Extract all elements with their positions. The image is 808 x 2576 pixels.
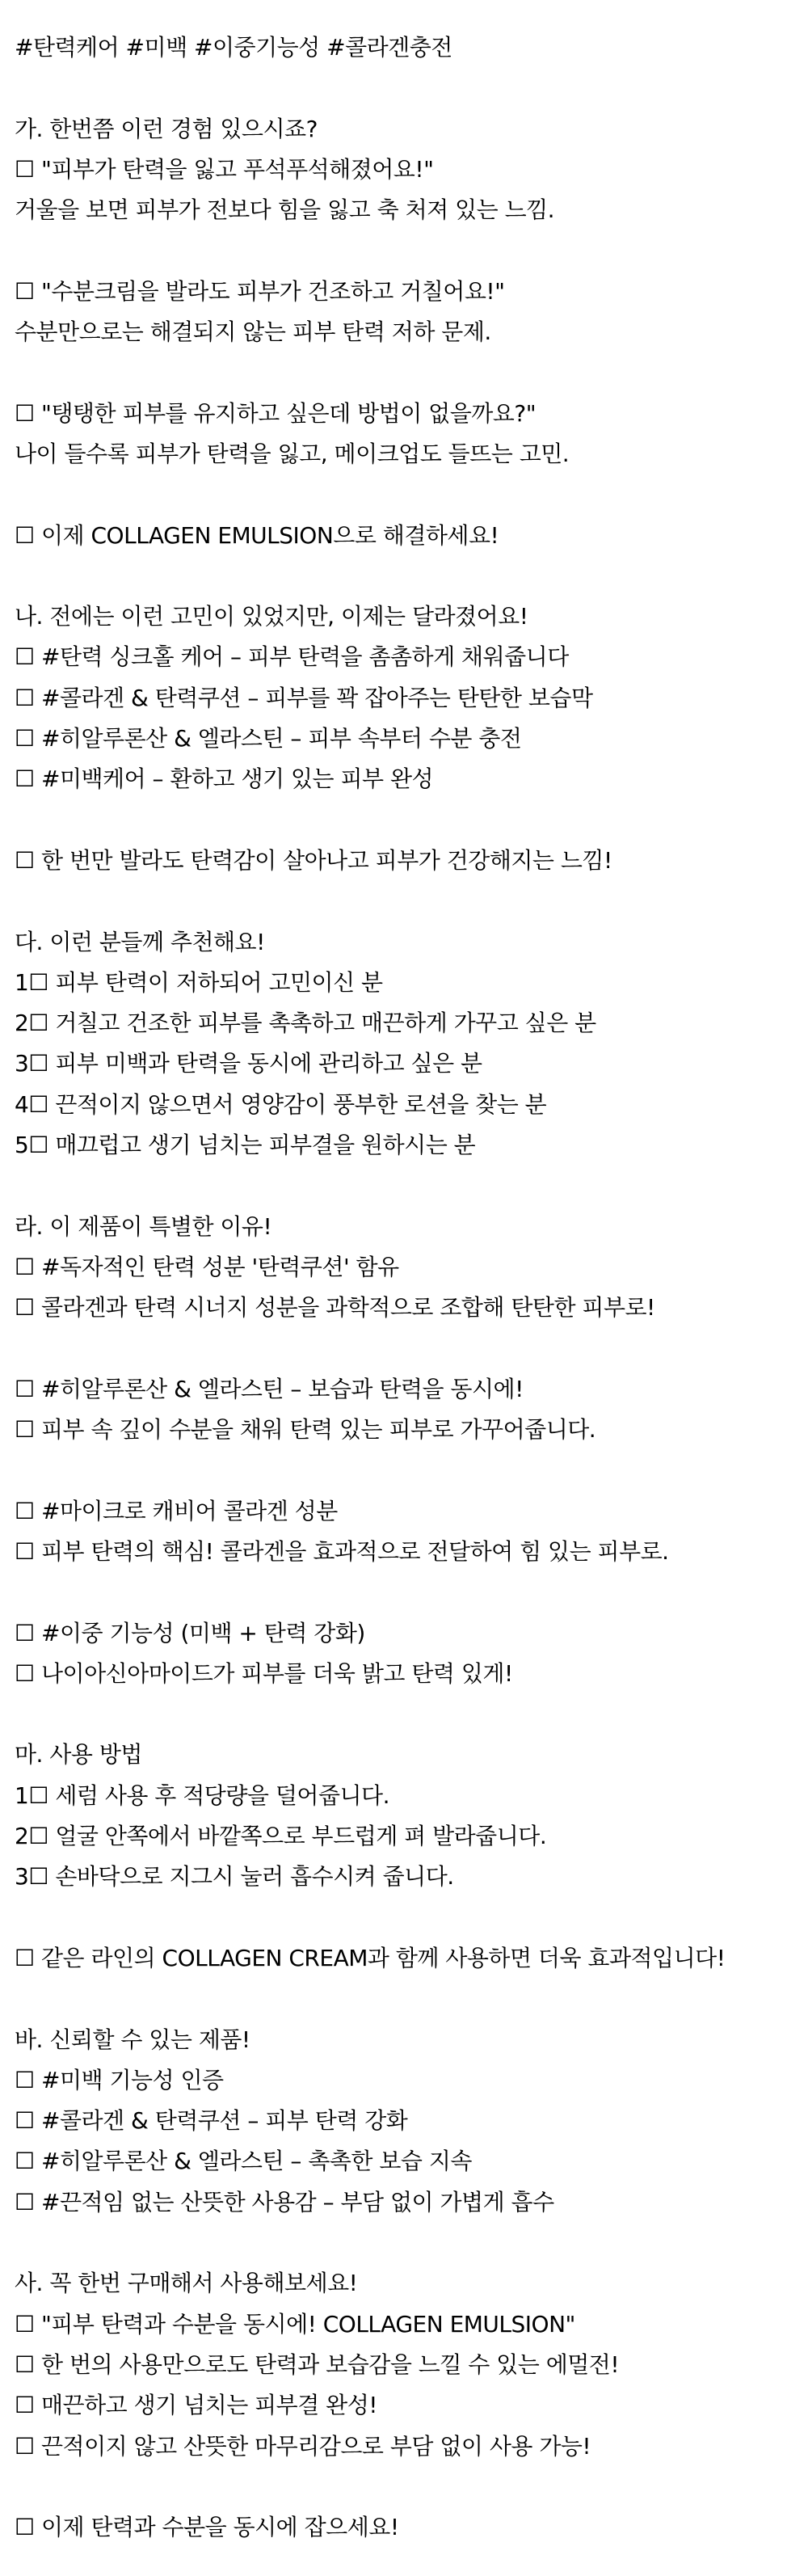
blank-line (15, 474, 808, 515)
text-line: ☐ #미백케어 – 환하고 생기 있는 피부 완성 (15, 765, 434, 793)
text-line: ☐ 이제 COLLAGEN EMULSION으로 해결하세요! (15, 521, 499, 549)
text-line: ☐ #콜라겐 & 탄력쿠션 – 피부 탄력 강화 (15, 2107, 408, 2135)
text-line: #탄력케어 #미백 #이중기능성 #콜라겐충전 (15, 34, 452, 61)
text-line: ☐ 콜라겐과 탄력 시너지 성분을 과학적으로 조합해 탄탄한 피부로! (15, 1294, 655, 1322)
text-line: 2☐ 얼굴 안쪽에서 바깥쪽으로 부드럽게 펴 발라줍니다. (15, 1823, 547, 1850)
text-line: ☐ 같은 라인의 COLLAGEN CREAM과 함께 사용하면 더욱 효과적입니다! (15, 1944, 726, 1971)
blank-line (15, 1166, 808, 1206)
text-line: ☐ #히알루론산 & 엘라스틴 – 피부 속부터 수분 충전 (15, 725, 522, 753)
text-line: ☐ #미백 기능성 인증 (15, 2066, 224, 2093)
text-line: ☐ 나이아신아마이드가 피부를 더욱 밝고 탄력 있게! (15, 1659, 513, 1687)
blank-line (15, 1898, 808, 1938)
text-line: ☐ 이제 탄력과 수분을 동시에 잡으세요! (15, 2514, 399, 2541)
text-line: 나이 들수록 피부가 탄력을 잃고, 메이크업도 들뜨는 고민. (15, 440, 570, 467)
text-line: ☐ 한 번의 사용만으로도 탄력과 보습감을 느낄 수 있는 에멀전! (15, 2350, 620, 2378)
text-line: 가. 한번쯤 이런 경험 있으시죠? (15, 115, 318, 142)
text-line: 나. 전에는 이런 고민이 있었지만, 이제는 달라졌어요! (15, 603, 528, 630)
blank-line (15, 556, 808, 597)
blank-line (15, 2223, 808, 2263)
text-line: 4☐ 끈적이지 않으면서 영양감이 풍부한 로션을 찾는 분 (15, 1090, 547, 1118)
text-line: 3☐ 손바닥으로 지그시 눌러 흡수시켜 줍니다. (15, 1863, 454, 1891)
blank-line (15, 1979, 808, 2019)
text-line: ☐ #히알루론산 & 엘라스틴 – 촉촉한 보습 지속 (15, 2148, 472, 2175)
text-line: ☐ "피부가 탄력을 잃고 푸석푸석해졌어요!" (15, 155, 434, 183)
text-line: ☐ 한 번만 발라도 탄력감이 살아나고 피부가 건강해지는 느낌! (15, 846, 612, 874)
text-line: ☐ 끈적이지 않고 산뜻한 마무리감으로 부담 없이 사용 가능! (15, 2432, 591, 2460)
text-line: ☐ #콜라겐 & 탄력쿠션 – 피부를 꽉 잡아주는 탄탄한 보습막 (15, 684, 593, 711)
text-line: ☐ "피부 탄력과 수분을 동시에! COLLAGEN EMULSION" (15, 2310, 575, 2338)
text-line: 마. 사용 방법 (15, 1741, 142, 1769)
blank-line (15, 1450, 808, 1490)
blank-line (15, 1329, 808, 1369)
text-line: ☐ "탱탱한 피부를 유지하고 싶은데 방법이 없을까요?" (15, 399, 537, 427)
blank-line (15, 2467, 808, 2507)
blank-line (15, 881, 808, 921)
text-line: ☐ #이중 기능성 (미백 + 탄력 강화) (15, 1619, 365, 1646)
text-line: ☐ 매끈하고 생기 넘치는 피부결 완성! (15, 2392, 378, 2419)
text-line: 2☐ 거칠고 건조한 피부를 촉촉하고 매끈하게 가꾸고 싶은 분 (15, 1010, 596, 1037)
text-line: ☐ "수분크림을 발라도 피부가 건조하고 거칠어요!" (15, 277, 505, 305)
text-line: 1☐ 피부 탄력이 저하되어 고민이신 분 (15, 968, 383, 996)
text-line: ☐ #마이크로 캐비어 콜라겐 성분 (15, 1497, 338, 1524)
text-line: ☐ 피부 속 깊이 수분을 채워 탄력 있는 피부로 가꾸어줍니다. (15, 1416, 596, 1444)
text-line: 3☐ 피부 미백과 탄력을 동시에 관리하고 싶은 분 (15, 1050, 482, 1077)
blank-line (15, 1572, 808, 1613)
text-line: 5☐ 매끄럽고 생기 넘치는 피부결을 원하시는 분 (15, 1132, 476, 1159)
text-line: 다. 이런 분들께 추천해요! (15, 928, 265, 955)
blank-line (15, 1694, 808, 1735)
text-line: ☐ 피부 탄력의 핵심! 콜라겐을 효과적으로 전달하여 힘 있는 피부로. (15, 1537, 669, 1565)
text-line: ☐ #끈적임 없는 산뜻한 사용감 – 부담 없이 가볍게 흡수 (15, 2188, 554, 2216)
blank-line (15, 68, 808, 108)
text-line: 바. 신뢰할 수 있는 제품! (15, 2026, 250, 2053)
blank-line (15, 230, 808, 271)
text-line: 라. 이 제품이 특별한 이유! (15, 1212, 272, 1240)
blank-line (15, 352, 808, 393)
text-line: 사. 꼭 한번 구매해서 사용해보세요! (15, 2270, 358, 2297)
text-line: ☐ #탄력 싱크홀 케어 – 피부 탄력을 촘촘하게 채워줍니다 (15, 643, 569, 671)
text-line: 1☐ 세럼 사용 후 적당량을 덜어줍니다. (15, 1781, 389, 1809)
text-line: ☐ #독자적인 탄력 성분 '탄력쿠션' 함유 (15, 1253, 399, 1280)
text-line: 거울을 보면 피부가 전보다 힘을 잃고 축 처져 있는 느낌. (15, 196, 555, 224)
blank-line (15, 800, 808, 841)
text-line: ☐ #히알루론산 & 엘라스틴 – 보습과 탄력을 동시에! (15, 1375, 524, 1402)
text-line: 수분만으로는 해결되지 않는 피부 탄력 저하 문제. (15, 318, 491, 346)
